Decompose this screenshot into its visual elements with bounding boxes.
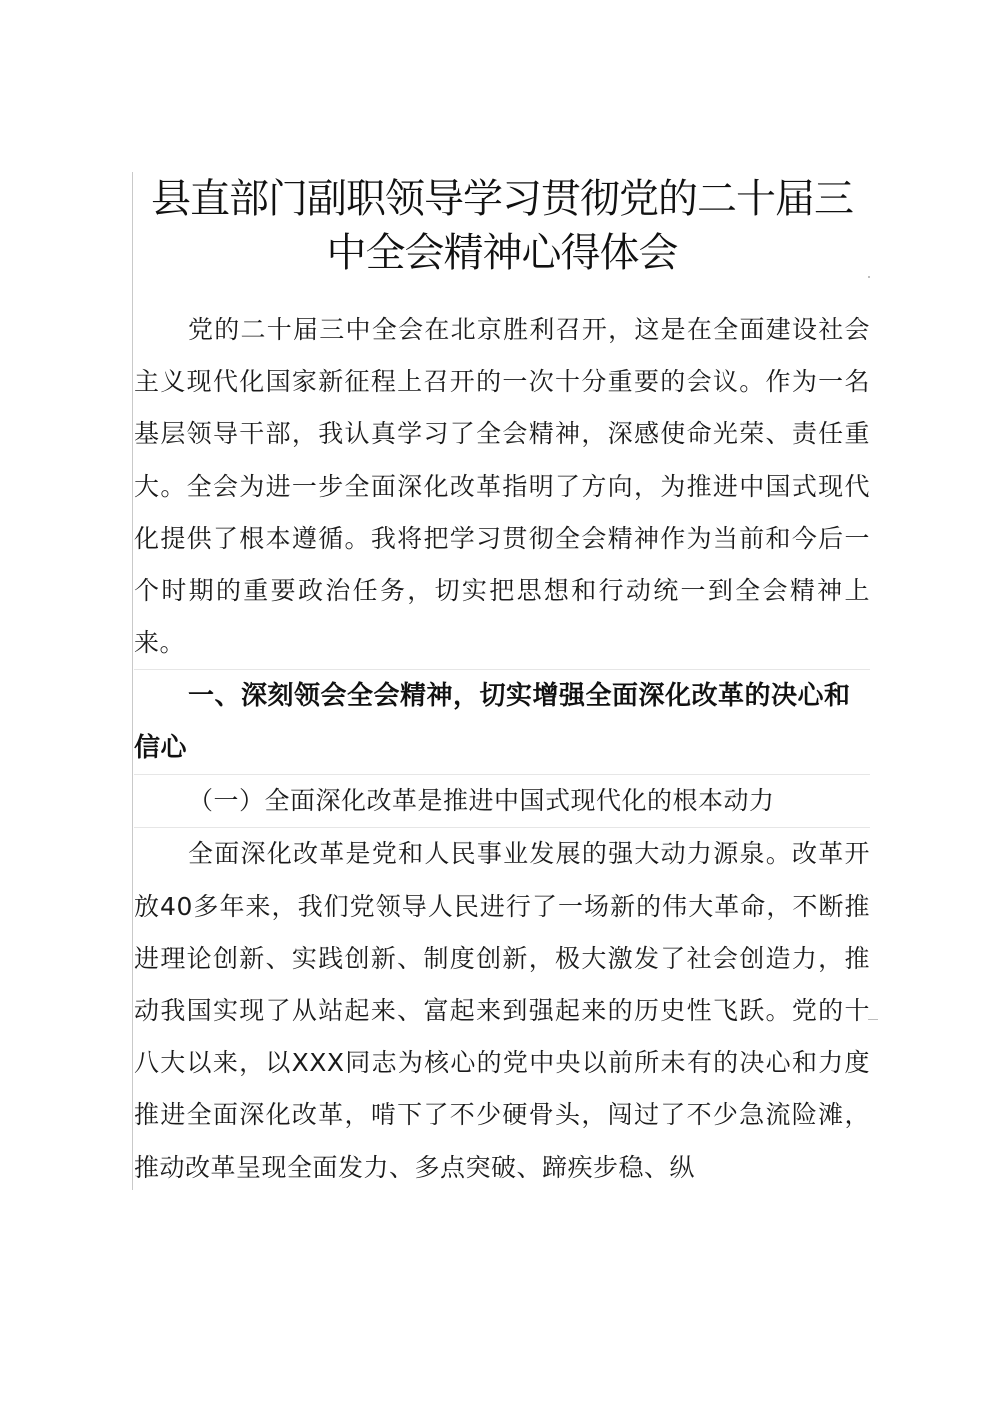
intro-paragraph: 党的二十届三中全会在北京胜利召开，这是在全面建设社会主义现代化国家新征程上召开的一次十分重要的会议。作为一名基层领导干部，我认真学习了全会精神，深感使命光荣、责任重大。全会为进一步全面深化改革指明了方向，为推进中国式现代化提供了根本遵循。我将把学习贯彻全会精神作为当前和今后一个时期的重要政治任务，切实把思想和行动统一到全会精神上来。 — [134, 315, 870, 658]
document-body — [134, 304, 870, 1194]
left-margin-rule — [132, 172, 133, 1190]
subsection-heading: （一）全面深化改革是推进中国式现代化的根本动力 — [134, 775, 870, 828]
document-title: 县直部门副职领导学习贯彻党的二十届三中全会精神心得体会 — [151, 176, 853, 276]
body-paragraph: 全面深化改革是党和人民事业发展的强大动力源泉。改革开放40多年来，我们党领导人民进行了一场新的伟大革命，不断推进理论创新、实践创新、制度创新，极大激发了社会创造力，推动我国实现了从站起来、富起来到强起来的历史性飞跃。党的十八大以来，以XXX同志为核心的党中央以前所未有的决心和力度推进全面深化改革，啃下了不少硬骨头，闯过了不少急流险滩，推动改革呈现全面发力、多点突破、蹄疾步稳、纵 — [134, 839, 870, 1182]
section-heading: 一、深刻领会全会精神，切实增强全面深化改革的决心和信心 — [134, 669, 870, 775]
